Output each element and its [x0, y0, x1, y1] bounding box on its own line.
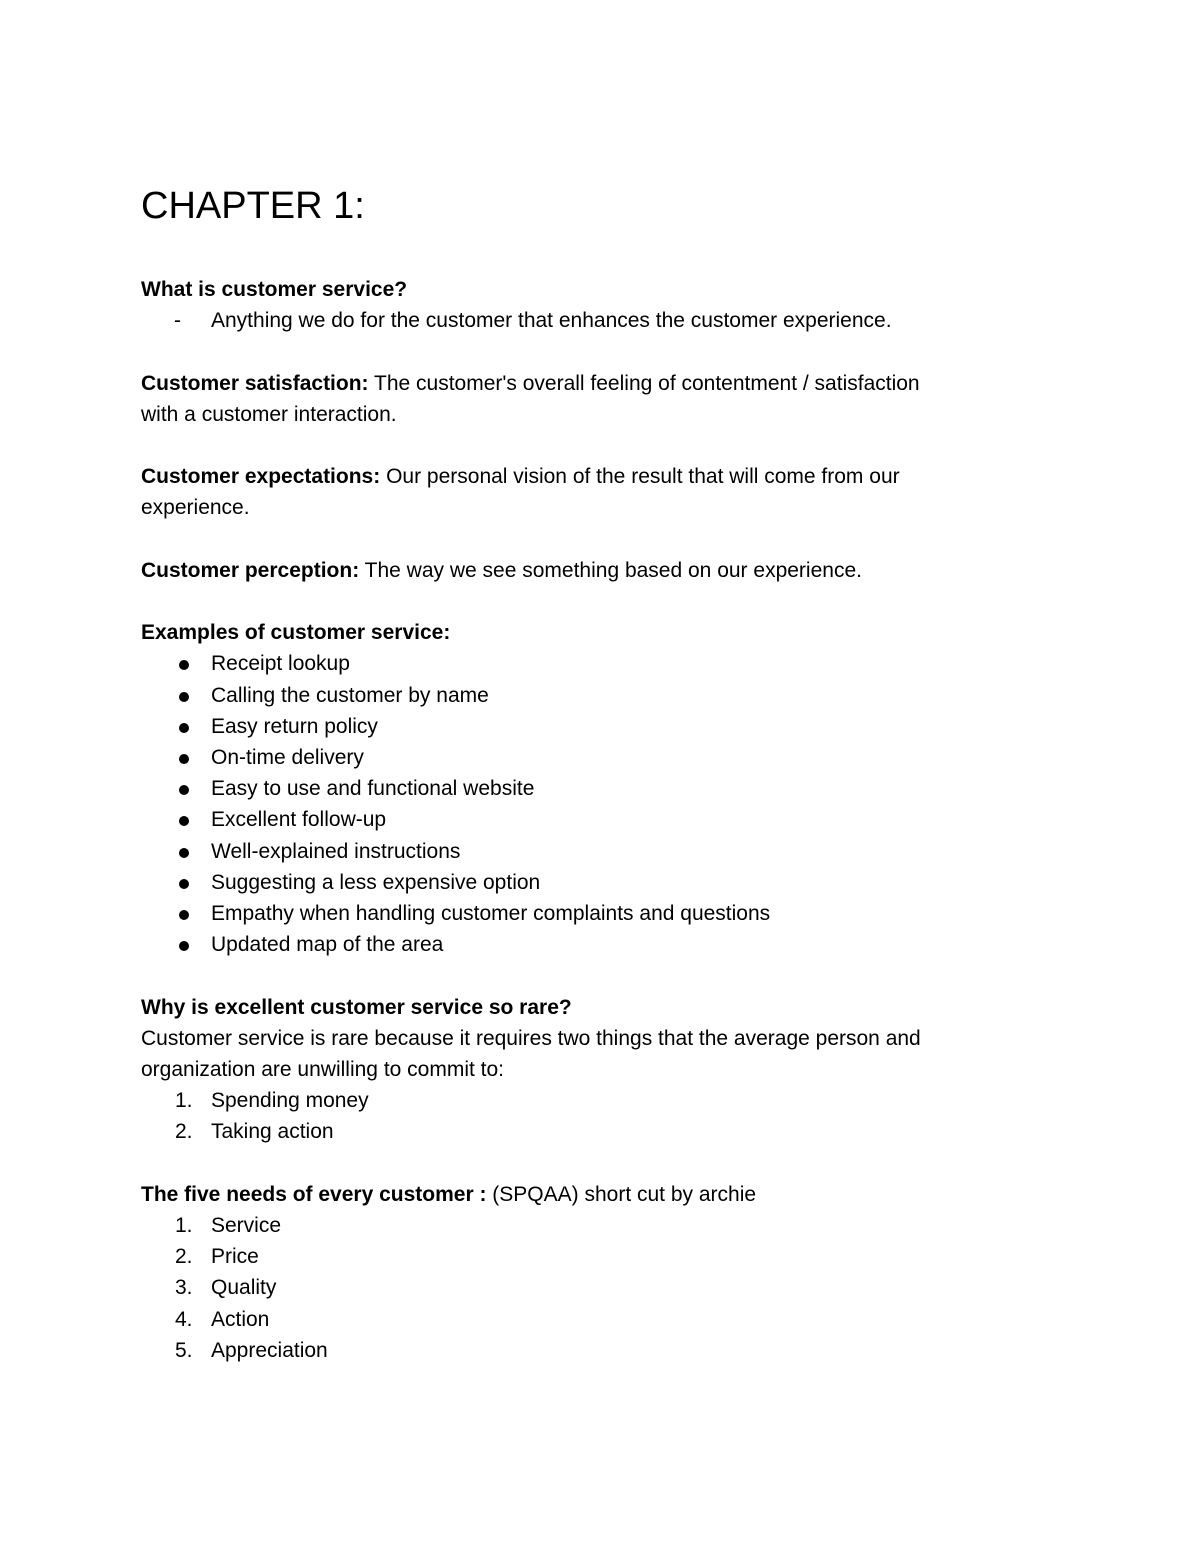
document-body — [141, 274, 1041, 1366]
bullet-list-item: Easy to use and functional website — [141, 773, 1041, 804]
bullet-list-item: Updated map of the area — [141, 929, 1041, 960]
numbered-list-item: 3. Quality — [141, 1272, 1041, 1303]
dash-marker: - — [174, 309, 181, 333]
numbered-list-item: 1. Spending money — [141, 1085, 1041, 1116]
section-heading-why-rare: Why is excellent customer service so rare? — [141, 995, 572, 1019]
bullet-list-item: Suggesting a less expensive option — [141, 867, 1041, 898]
definition-text: The way we see something based on our experience. — [359, 558, 862, 582]
list-number: 5. — [175, 1338, 193, 1362]
section-heading-five-needs — [141, 1179, 1041, 1210]
chapter-title: CHAPTER 1: — [141, 185, 365, 227]
bullet-dot-icon — [179, 785, 189, 795]
bullet-dot-icon — [179, 754, 189, 764]
definition-continuation: experience. — [141, 496, 250, 520]
list-number: 1. — [175, 1089, 193, 1113]
list-number: 3. — [175, 1276, 193, 1300]
bullet-list-item: Receipt lookup — [141, 648, 1041, 679]
numbered-list-item: 2. Price — [141, 1241, 1041, 1272]
list-number: 1. — [175, 1214, 193, 1237]
definition-continuation: with a customer interaction. — [141, 402, 397, 426]
definition-customer-perception — [141, 555, 1041, 586]
definition-term: Customer perception: — [141, 558, 360, 582]
definition-customer-expectations — [141, 461, 1041, 492]
numbered-list-item: 4. Action — [141, 1304, 1041, 1335]
needs-numbered-list — [141, 1210, 1041, 1366]
section-heading-text: The five needs of every customer : — [141, 1182, 487, 1206]
bullet-list-item: On-time delivery — [141, 742, 1041, 773]
examples-bullet-list — [141, 648, 1041, 960]
bullet-dot-icon — [179, 816, 189, 826]
paragraph-line: organization are unwilling to commit to: — [141, 1058, 505, 1081]
definition-text: The customer's overall feeling of contentment / satisfaction — [368, 371, 920, 395]
bullet-dot-icon — [179, 660, 189, 670]
dash-list-item — [141, 305, 1041, 336]
definition-term: Customer expectations: — [141, 465, 381, 489]
definition-term: Customer satisfaction: — [141, 371, 369, 395]
numbered-list-item: 2. Taking action — [141, 1116, 1041, 1147]
bullet-dot-icon — [179, 723, 189, 733]
list-number: 4. — [175, 1307, 193, 1331]
bullet-list-item: Well-explained instructions — [141, 836, 1041, 867]
paragraph-line: Customer service is rare because it requires two things that the average person and — [141, 1026, 921, 1050]
list-item-text: Anything we do for the customer that enhances the customer experience. — [211, 309, 892, 333]
numbered-list-item: 1. Service — [141, 1210, 1041, 1241]
bullet-dot-icon — [179, 910, 189, 920]
bullet-list-item: Calling the customer by name — [141, 680, 1041, 711]
bullet-dot-icon — [179, 848, 189, 858]
bullet-dot-icon — [179, 879, 189, 889]
bullet-dot-icon — [179, 692, 189, 702]
list-number: 2. — [175, 1120, 193, 1144]
bullet-list-item: Excellent follow-up — [141, 804, 1041, 835]
bullet-list-item: Empathy when handling customer complaints and questions — [141, 898, 1041, 929]
numbered-list-item: 5. Appreciation — [141, 1335, 1041, 1366]
definition-text: Our personal vision of the result that will come from our — [380, 465, 900, 489]
section-heading-what-is-customer-service: What is customer service? — [141, 278, 408, 301]
section-heading-examples: Examples of customer service: — [141, 621, 451, 645]
bullet-dot-icon — [179, 941, 189, 951]
bullet-list-item: Easy return policy — [141, 711, 1041, 742]
section-heading-note: (SPQAA) short cut by archie — [486, 1182, 757, 1206]
rare-numbered-list — [141, 1085, 1041, 1147]
definition-customer-satisfaction — [141, 368, 1041, 399]
list-number: 2. — [175, 1245, 193, 1269]
